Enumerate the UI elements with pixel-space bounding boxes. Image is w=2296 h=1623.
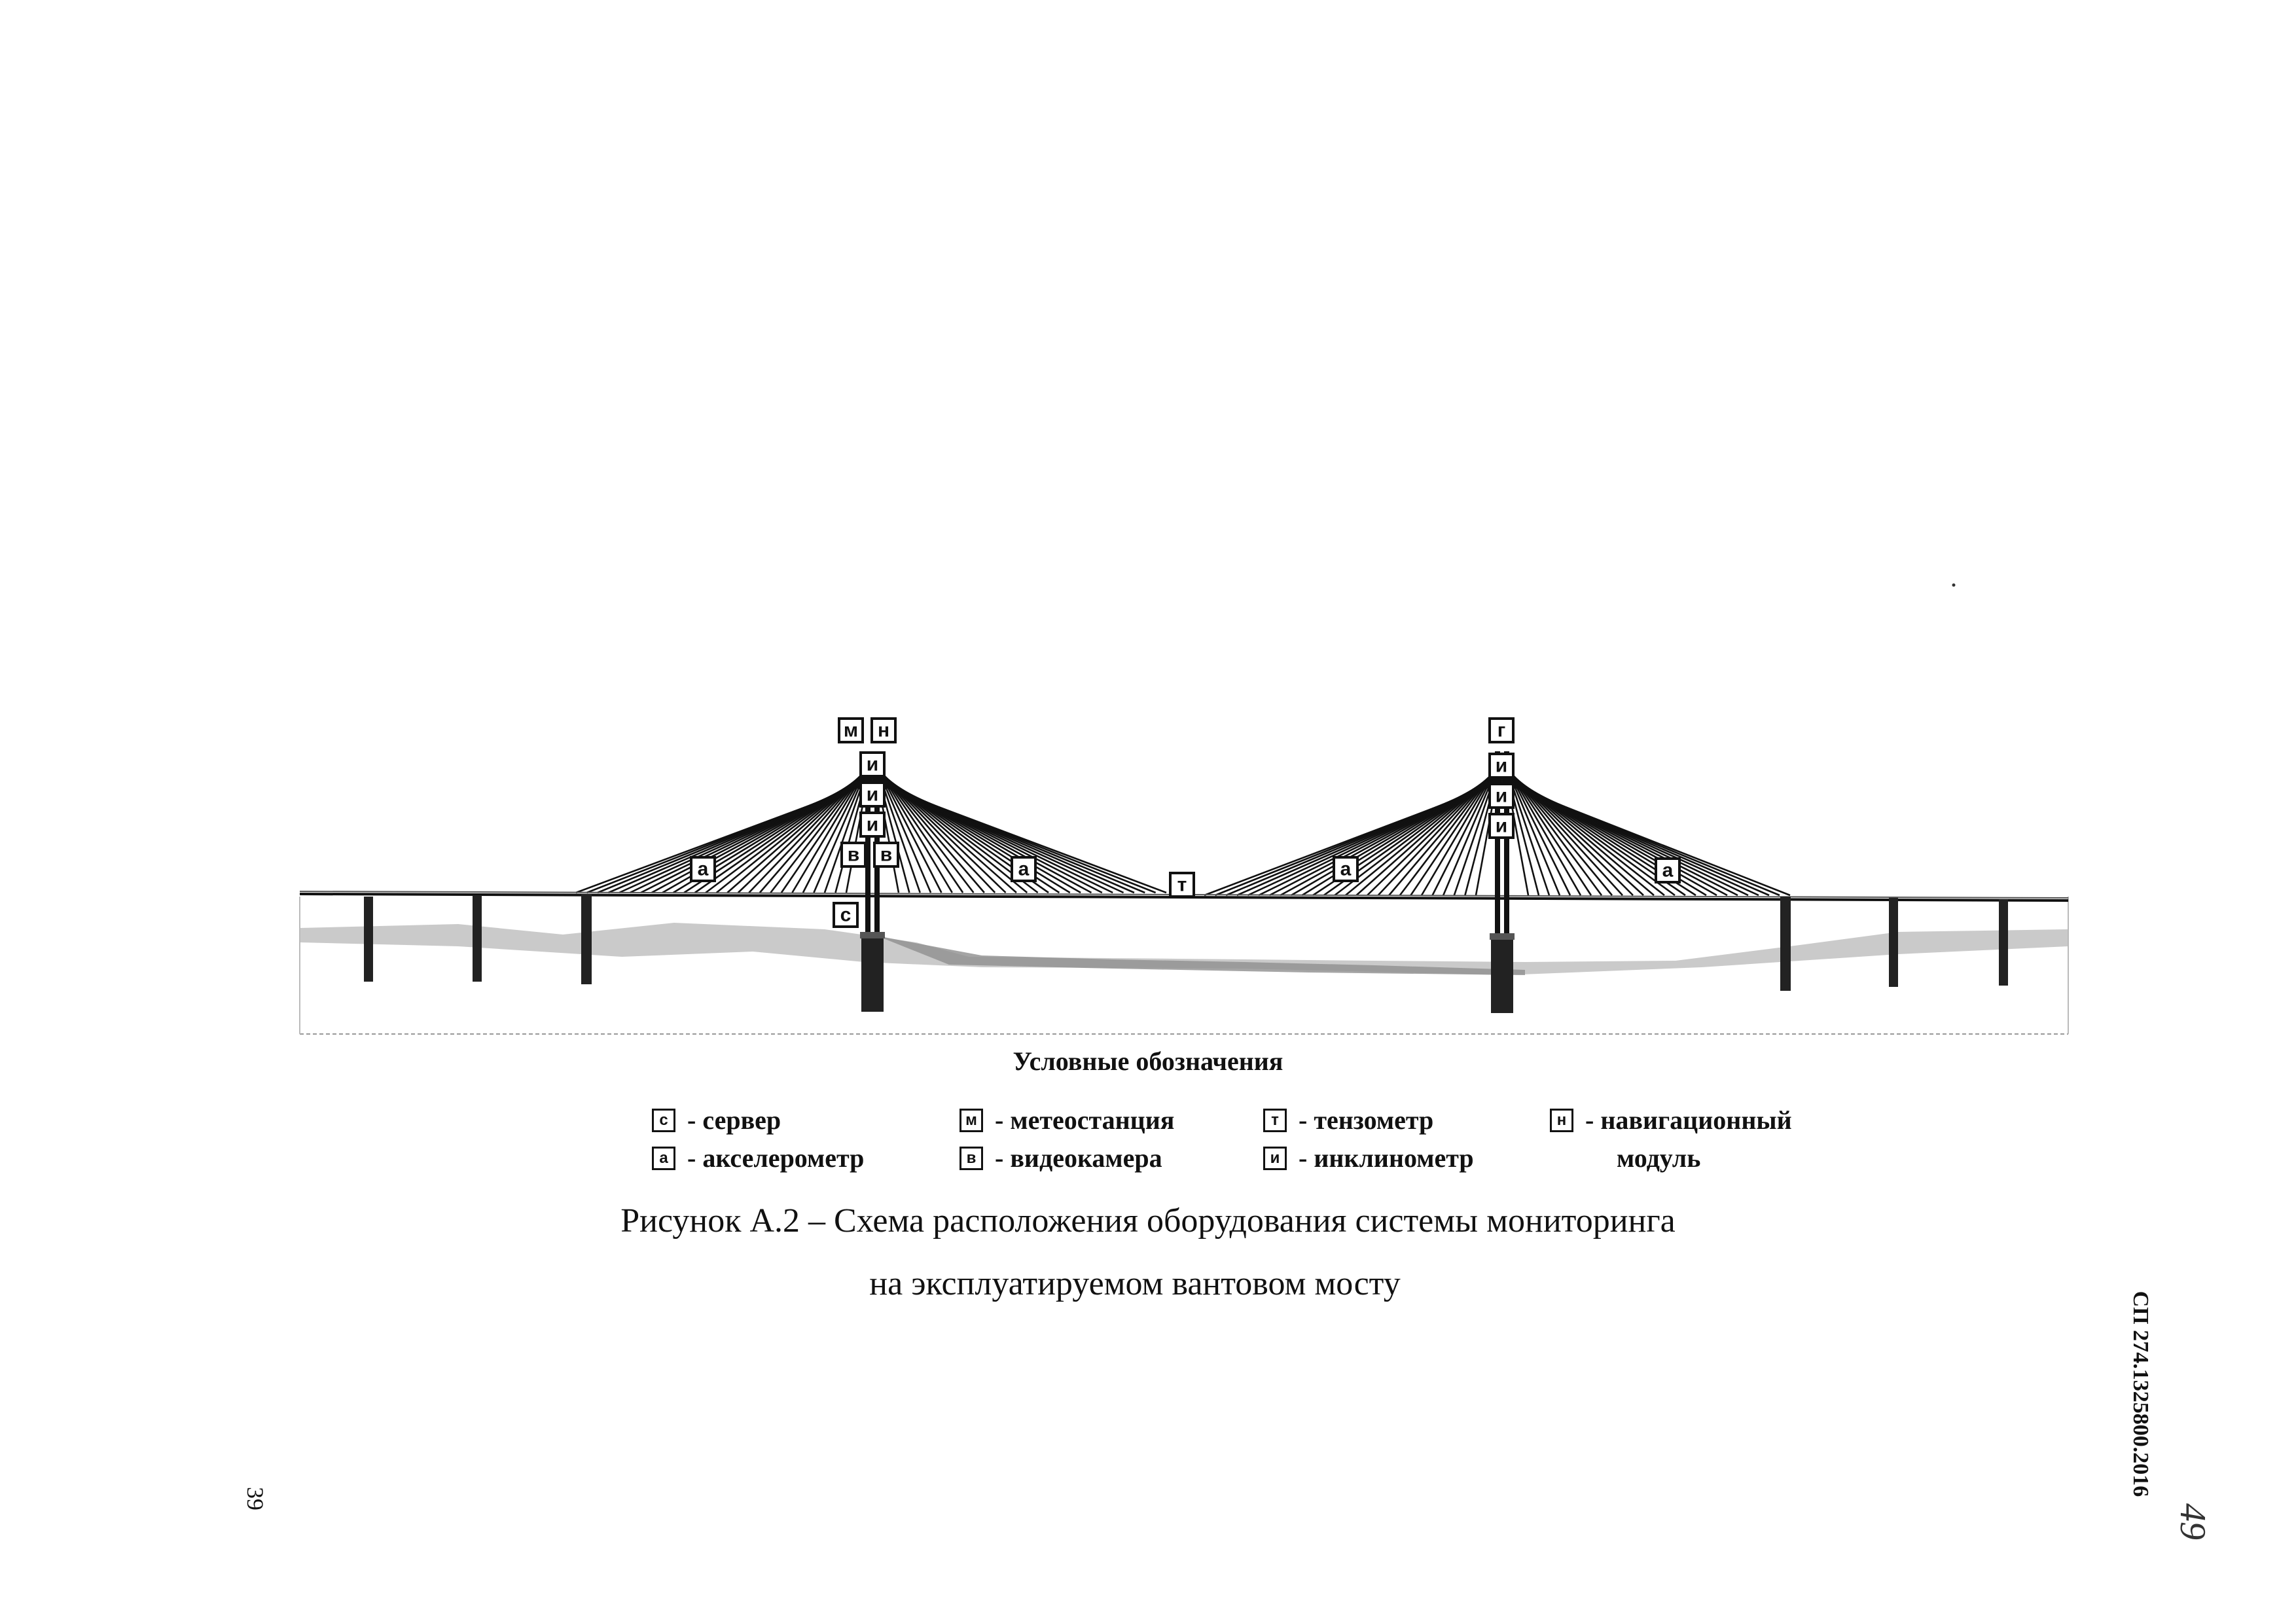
sensor-gps-right (1490, 719, 1513, 742)
sensor-inclinometer-right-2 (1490, 784, 1513, 808)
sensor-server (834, 903, 857, 927)
handwritten-number-text: 49 (2172, 1503, 2213, 1540)
sensor-inclinometer-right-1 (1490, 754, 1513, 777)
svg-text:г: г (1497, 719, 1506, 741)
sensor-meteo-label (839, 719, 863, 742)
legend-item-video (960, 1143, 1162, 1173)
legend-item-server (652, 1105, 781, 1135)
legend-key-nav: н (1550, 1109, 1573, 1132)
svg-text:в: в (880, 844, 893, 866)
svg-text:с: с (840, 904, 852, 926)
document-code (2121, 1263, 2160, 1525)
legend-item-nav (1550, 1105, 1792, 1135)
document-code-text: СП 274.1325800.2016 (2128, 1291, 2153, 1497)
sensor-accelerometer-3 (1334, 857, 1357, 881)
legend-item-accelerometer (652, 1143, 864, 1173)
legend-text-video: - видеокамера (995, 1143, 1162, 1173)
sensor-video-2 (874, 843, 898, 866)
legend-key-meteo: м (960, 1109, 983, 1132)
river-bed (300, 897, 2068, 1034)
svg-text:а: а (1662, 859, 1674, 882)
meteo-text: м (843, 719, 859, 741)
sensor-video-1 (842, 843, 865, 866)
sensor-inclinometer-left-1 (861, 753, 884, 776)
svg-text:а: а (697, 858, 709, 880)
legend-key-inclinometer: и (1263, 1147, 1287, 1170)
sensor-inclinometer-right-3 (1490, 814, 1513, 838)
sensor-inclinometer-left-2 (861, 783, 884, 806)
svg-text:и: и (866, 813, 879, 836)
legend-text-inclinometer: - инклинометр (1299, 1143, 1474, 1173)
figure-caption-line2: на эксплуатируемом вантовом мосту (869, 1265, 1401, 1302)
sensor-tensometer (1170, 873, 1194, 897)
legend-text-meteo: - метеостанция (995, 1105, 1175, 1135)
legend-item-meteo (960, 1105, 1174, 1135)
legend-text-nav: - навигационный (1585, 1105, 1792, 1135)
sensor-inclinometer-left-3 (861, 813, 884, 836)
legend-text-tensometer: - тензометр (1299, 1105, 1434, 1135)
svg-text:и: и (1495, 815, 1508, 837)
legend-key-tensometer: т (1263, 1109, 1287, 1132)
legend-title: Условные обозначения (1013, 1046, 1283, 1076)
sensor-accelerometer-1 (691, 857, 715, 881)
svg-text:а: а (1018, 858, 1030, 880)
nav-text: н (877, 719, 890, 741)
legend-item-tensometer (1263, 1105, 1433, 1135)
legend-key-server: с (652, 1109, 675, 1132)
svg-text:и: и (1495, 785, 1508, 807)
svg-text:а: а (1340, 858, 1352, 880)
legend-item-module (1617, 1143, 1700, 1173)
svg-text:и: и (866, 783, 879, 806)
stay-cable (1502, 782, 1790, 895)
legend-key-accelerometer: а (652, 1147, 675, 1170)
legend-text-module: модуль (1617, 1143, 1701, 1173)
speck (1952, 584, 1956, 587)
sensor-nav-label (872, 719, 895, 742)
legend-key-video: в (960, 1147, 983, 1170)
legend-text-accelerometer: - акселерометр (687, 1143, 865, 1173)
sensor-accelerometer-2 (1012, 857, 1035, 881)
svg-text:и: и (866, 753, 879, 776)
page-number (236, 1472, 275, 1525)
legend-text-server: - сервер (687, 1105, 781, 1135)
sensor-accelerometer-4 (1656, 859, 1679, 882)
figure-caption-line1: Рисунок А.2 – Схема расположения оборудования системы мониторинга (620, 1202, 1676, 1240)
svg-text:и: и (1495, 755, 1508, 777)
page-number-text: 39 (242, 1487, 268, 1510)
handwritten-number (2166, 1486, 2219, 1558)
svg-text:т: т (1177, 874, 1187, 896)
legend-item-inclinometer (1263, 1143, 1474, 1173)
svg-text:в: в (847, 844, 860, 866)
